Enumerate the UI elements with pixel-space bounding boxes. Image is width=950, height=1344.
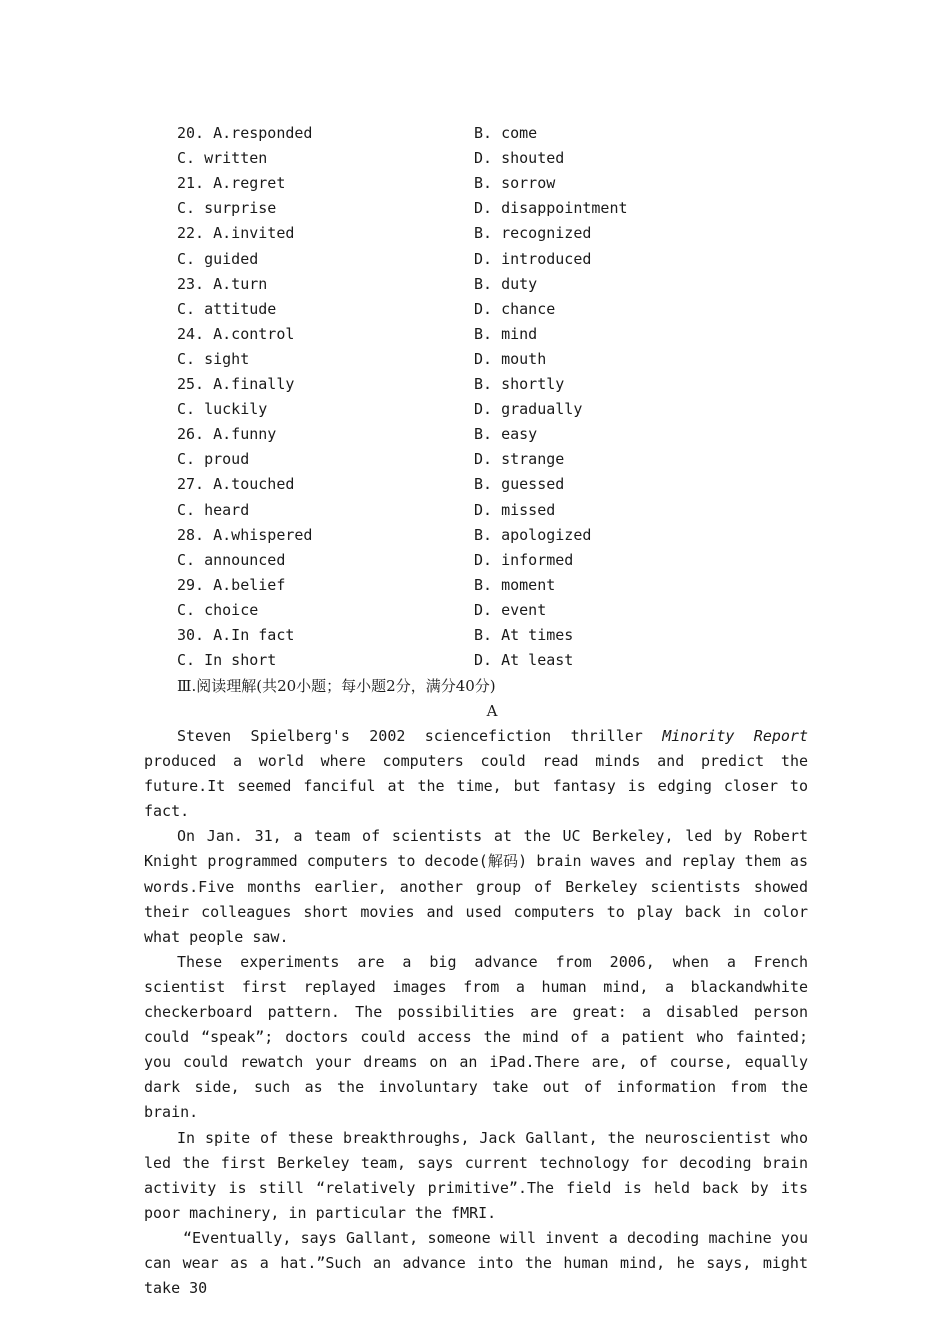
- option-right: D. chance: [474, 299, 556, 318]
- option-left: 27. A.touched: [177, 475, 295, 494]
- paragraph-5: “Eventually, says Gallant, someone will invent a decoding machine you can wear as a hat.”Such an advance into the human mind, he says, might take 30: [144, 1228, 808, 1298]
- option-left: C. In short: [177, 651, 277, 670]
- option-row: [177, 322, 817, 347]
- paragraph-1-text-end: produced a world where computers could read minds and predict the future.It seemed fanciful at the time, but fantasy is edging closer to fact.: [144, 752, 808, 821]
- option-row: [177, 171, 817, 196]
- option-right: B. recognized: [474, 224, 592, 243]
- option-right: D. introduced: [474, 249, 592, 268]
- option-row: [177, 272, 817, 297]
- option-right: B. guessed: [474, 475, 565, 494]
- option-right: D. gradually: [474, 400, 583, 419]
- option-left: 20. A.responded: [177, 124, 313, 142]
- paragraph-4: In spite of these breakthroughs, Jack Gallant, the neuroscientist who led the first Berkeley team, says current technology for decoding brain activity is still “relatively primitive”.The field is held back by its poor machinery, in particular the fMRI.: [144, 1128, 808, 1222]
- option-row: [177, 422, 817, 447]
- option-row: [177, 598, 817, 623]
- option-row: [177, 372, 817, 397]
- option-left: C. sight: [177, 349, 250, 368]
- paragraph-3: These experiments are a big advance from 2006, when a French scientist first replayed images from a human mind, a blackandwhite checkerboard pattern. The possibilities are great: a disabled person could “speak”; doctors could access the mind of a patient who fainted; you could rewatch your dreams on an iPad.There are, of course, equally dark side, such as the involuntary take out of information from the brain.: [144, 952, 808, 1122]
- paragraph-1: [144, 724, 808, 824]
- option-left: 21. A.regret: [177, 174, 286, 193]
- option-left: C. choice: [177, 600, 259, 619]
- option-right: B. duty: [474, 274, 538, 293]
- option-row: [177, 121, 817, 146]
- option-row: [177, 623, 817, 648]
- option-left: 30. A.In fact: [177, 626, 295, 644]
- option-right: D. shouted: [474, 149, 565, 168]
- option-right: B. At times: [474, 626, 574, 644]
- option-left: C. luckily: [177, 400, 268, 419]
- section-heading: Ⅲ.阅读理解(共20小题；每小题2分，满分40分): [177, 677, 496, 695]
- option-right: B. come: [474, 124, 538, 142]
- passage-label: A: [486, 702, 498, 720]
- option-row: [177, 297, 817, 322]
- option-row: [177, 196, 817, 221]
- option-row: [177, 146, 817, 171]
- option-row: [177, 573, 817, 598]
- option-right: D. disappointment: [474, 199, 628, 218]
- option-left: C. announced: [177, 550, 286, 569]
- option-left: 29. A.belief: [177, 575, 286, 594]
- option-left: 25. A.finally: [177, 375, 295, 393]
- option-right: B. sorrow: [474, 174, 556, 193]
- option-left: 26. A.funny: [177, 425, 277, 444]
- option-row: [177, 447, 817, 472]
- option-right: D. strange: [474, 450, 565, 469]
- option-row: [177, 347, 817, 372]
- option-row: [177, 472, 817, 497]
- option-row: [177, 648, 817, 673]
- option-right: D. informed: [474, 550, 574, 569]
- option-row: [177, 498, 817, 523]
- option-right: B. shortly: [474, 375, 565, 393]
- paragraph-1-text-start: Steven Spielberg's 2002 sciencefiction thriller: [177, 727, 663, 745]
- option-right: B. easy: [474, 425, 538, 444]
- film-title: Minority Report: [662, 727, 808, 745]
- option-row: [177, 523, 817, 548]
- paragraph-2: On Jan. 31, a team of scientists at the UC Berkeley, led by Robert Knight programmed computers to decode(解码) brain waves and replay them as words.Five months earlier, another group of Berkeley scientists showed their colleagues short movies and used computers to play back in color what people saw.: [144, 827, 808, 946]
- option-row: [177, 247, 817, 272]
- option-left: C. proud: [177, 450, 250, 469]
- reading-passage: [144, 724, 808, 1301]
- option-row: [177, 548, 817, 573]
- option-left: C. written: [177, 149, 268, 168]
- option-left: 22. A.invited: [177, 224, 295, 243]
- option-right: B. apologized: [474, 525, 592, 544]
- option-right: D. mouth: [474, 349, 547, 368]
- option-right: D. missed: [474, 500, 556, 519]
- option-left: C. surprise: [177, 199, 277, 218]
- option-row: [177, 397, 817, 422]
- option-left: 28. A.whispered: [177, 525, 313, 544]
- option-left: C. attitude: [177, 299, 277, 318]
- option-right: D. event: [474, 600, 547, 619]
- option-left: C. heard: [177, 500, 250, 519]
- option-row: [177, 221, 817, 246]
- option-right: B. moment: [474, 575, 556, 594]
- option-left: C. guided: [177, 249, 259, 268]
- option-left: 23. A.turn: [177, 274, 268, 293]
- option-left: 24. A.control: [177, 324, 295, 343]
- option-right: B. mind: [474, 324, 538, 343]
- option-right: D. At least: [474, 651, 574, 670]
